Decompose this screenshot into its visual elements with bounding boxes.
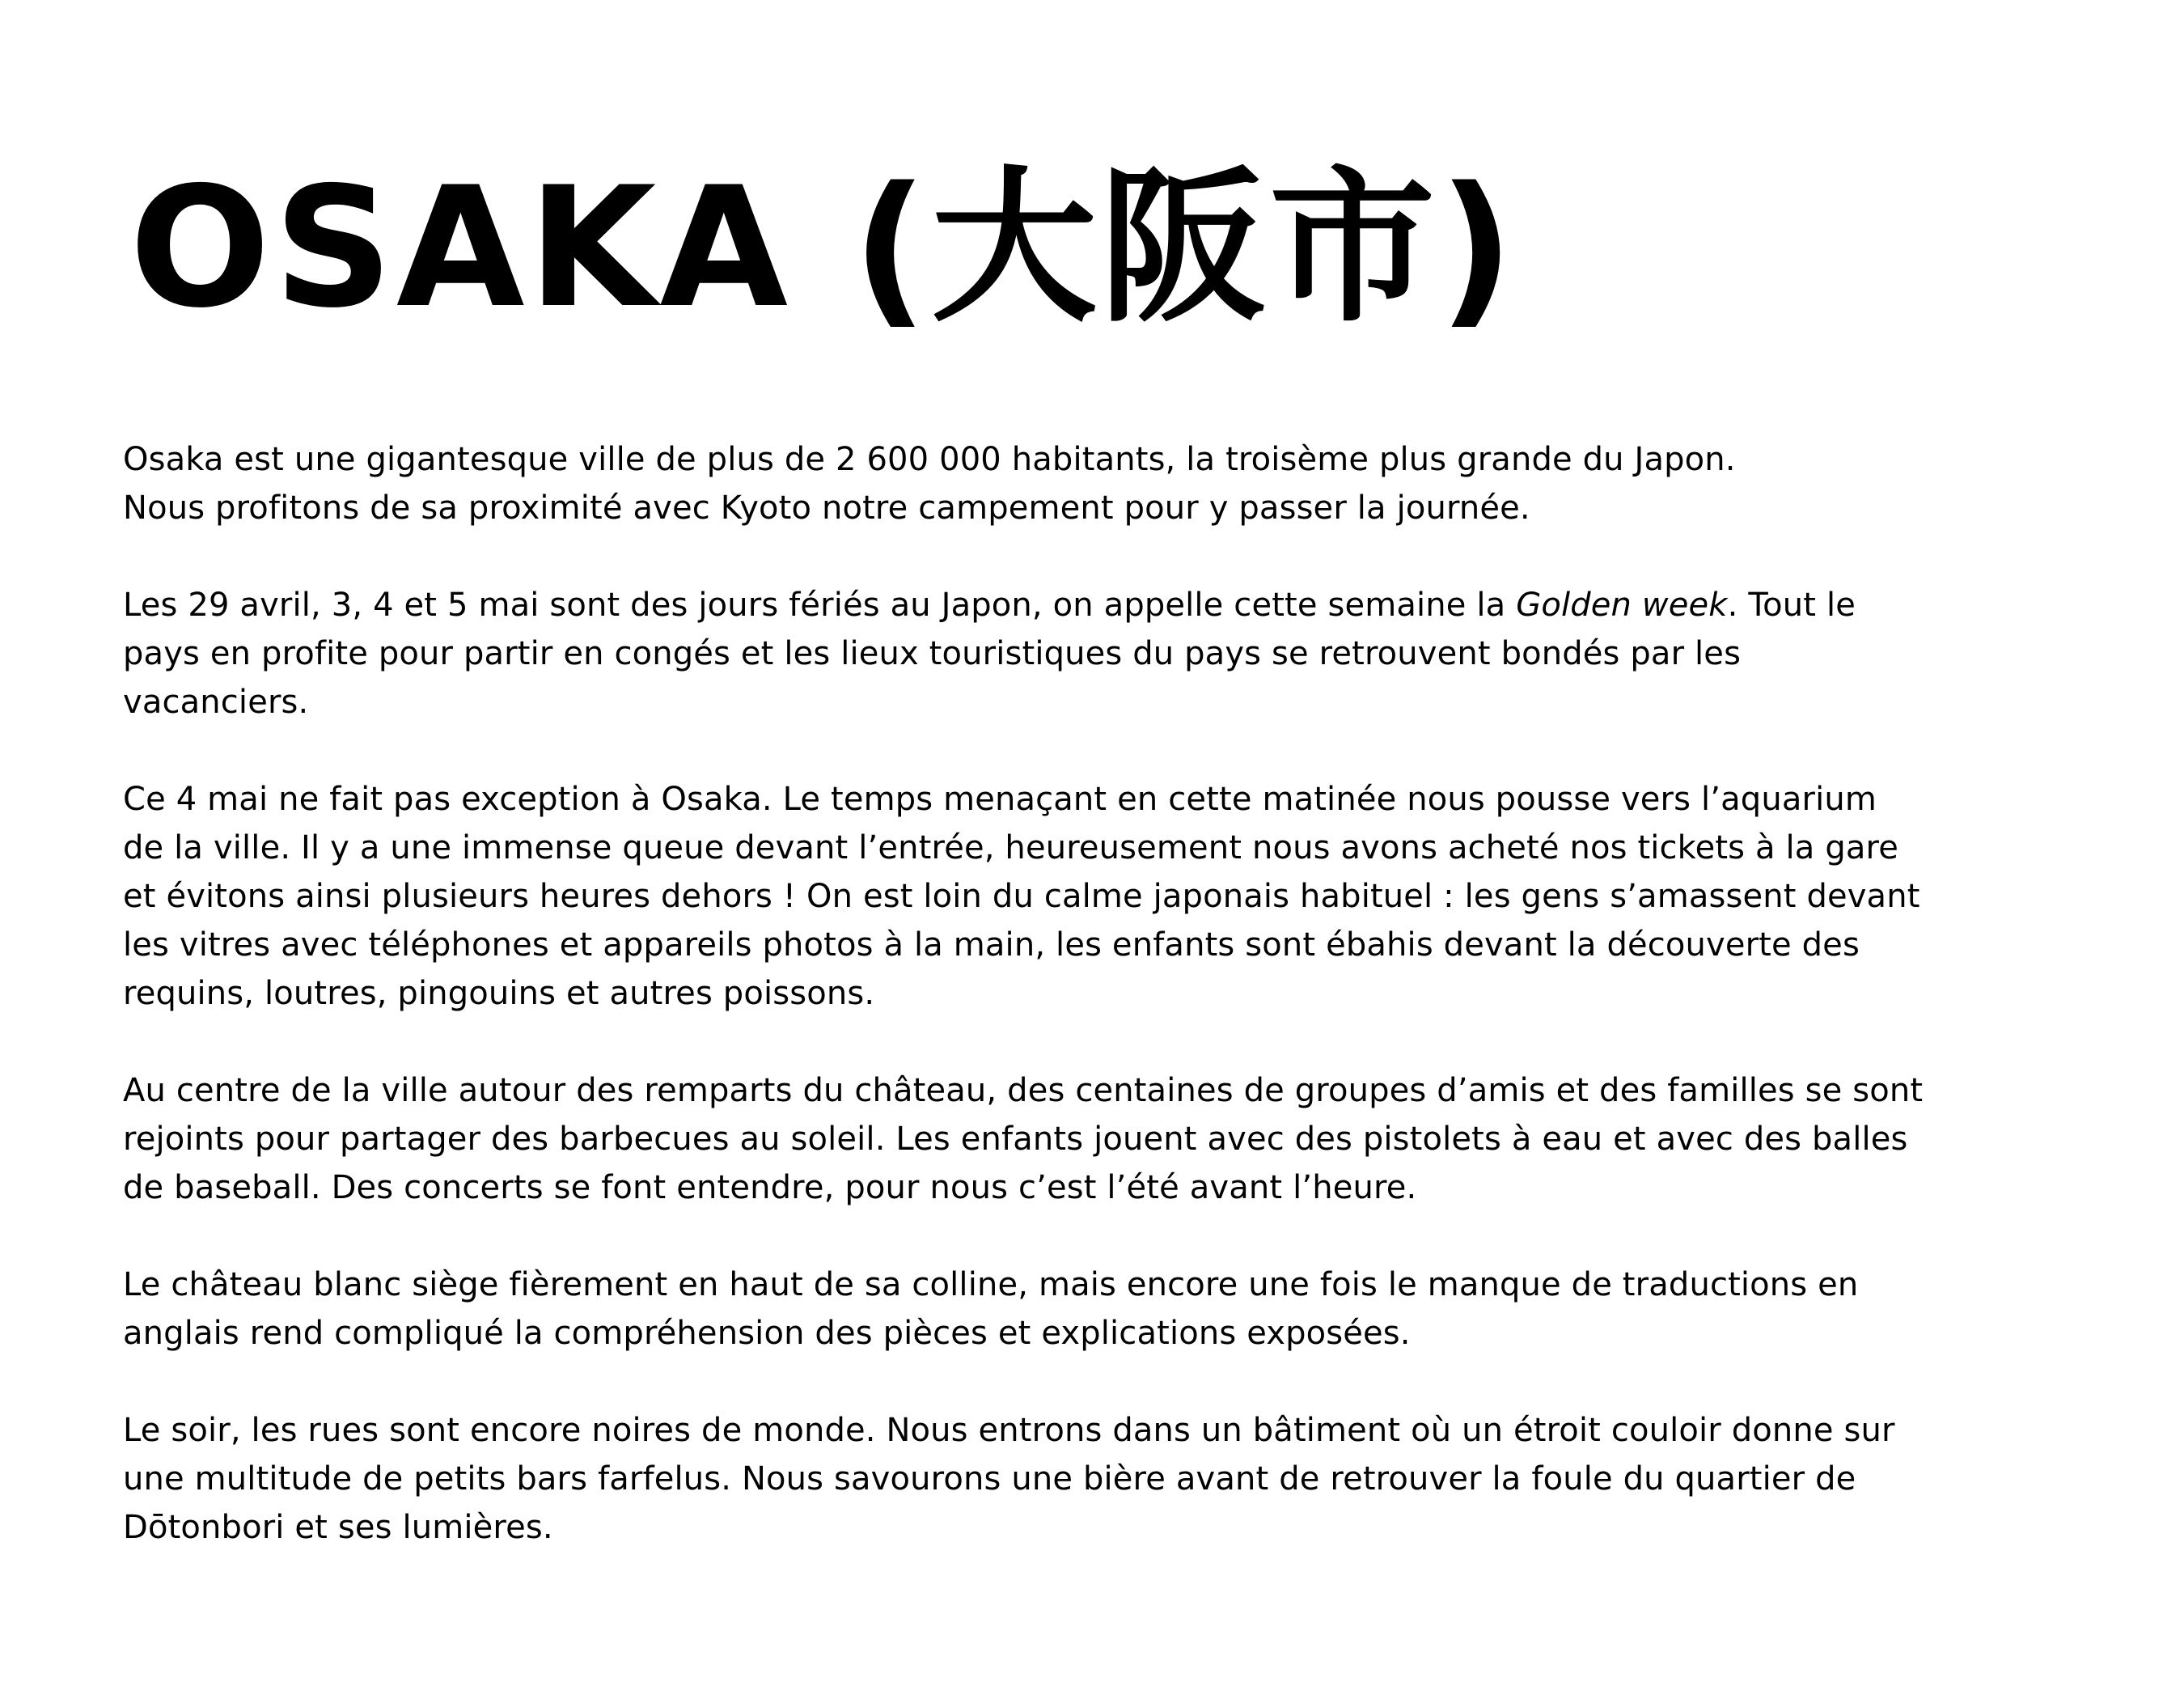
text-line: Nous profitons de sa proximité avec Kyoto notre campement pour y passer la journée. (123, 489, 1530, 527)
page-title: OSAKA (大阪市) (129, 152, 1517, 345)
text-line: Le soir, les rues sont encore noires de monde. Nous entrons dans un bâtiment où un étroit couloir donne sur (123, 1412, 1895, 1449)
text-line: pays en profite pour partir en congés et les lieux touristiques du pays se retrouvent bondés par les (123, 635, 1742, 672)
text-line: Dōtonbori et ses lumières. (123, 1509, 553, 1546)
paragraph (123, 1406, 2097, 1552)
text-line: Au centre de la ville autour des remparts du château, des centaines de groupes d’amis et des familles se sont (123, 1072, 1924, 1109)
text-line: de la ville. Il y a une immense queue devant l’entrée, heureusement nous avons acheté nos tickets à la gare (123, 829, 1899, 866)
article-body (123, 435, 2097, 1600)
text-line: requins, loutres, pingouins et autres poissons. (123, 975, 875, 1012)
italic-term: Golden week (1516, 587, 1728, 624)
text-run: . Tout le (1727, 587, 1856, 624)
text-line: Le château blanc siège fièrement en haut de sa colline, mais encore une fois le manque de traductions en (123, 1266, 1859, 1303)
text-line: rejoints pour partager des barbecues au soleil. Les enfants jouent avec des pistolets à eau et avec des balles (123, 1121, 1908, 1158)
text-line: une multitude de petits bars farfelus. Nous savourons une bière avant de retrouver la foule du quartier de (123, 1460, 1856, 1498)
paragraph (123, 581, 2097, 727)
text-line: et évitons ainsi plusieurs heures dehors ! On est loin du calme japonais habituel : les gens s’amassent devant (123, 878, 1920, 915)
text-line: de baseball. Des concerts se font entendre, pour nous c’est l’été avant l’heure. (123, 1169, 1417, 1206)
text-line (123, 581, 2097, 629)
text-line: les vitres avec téléphones et appareils photos à la main, les enfants sont ébahis devant la découverte des (123, 926, 1860, 964)
text-run: Les 29 avril, 3, 4 et 5 mai sont des jours fériés au Japon, on appelle cette semaine la (123, 587, 1517, 624)
paragraph (123, 435, 2097, 532)
text-line: Ce 4 mai ne fait pas exception à Osaka. Le temps menaçant en cette matinée nous pousse vers l’aquarium (123, 781, 1877, 818)
text-line: anglais rend compliqué la compréhension des pièces et explications exposées. (123, 1315, 1411, 1352)
text-line: vacanciers. (123, 684, 309, 721)
text-line: Osaka est une gigantesque ville de plus de 2 600 000 habitants, la troisème plus grande du Japon. (123, 441, 1736, 478)
paragraph (123, 1066, 2097, 1212)
paragraph (123, 1260, 2097, 1358)
paragraph (123, 775, 2097, 1018)
